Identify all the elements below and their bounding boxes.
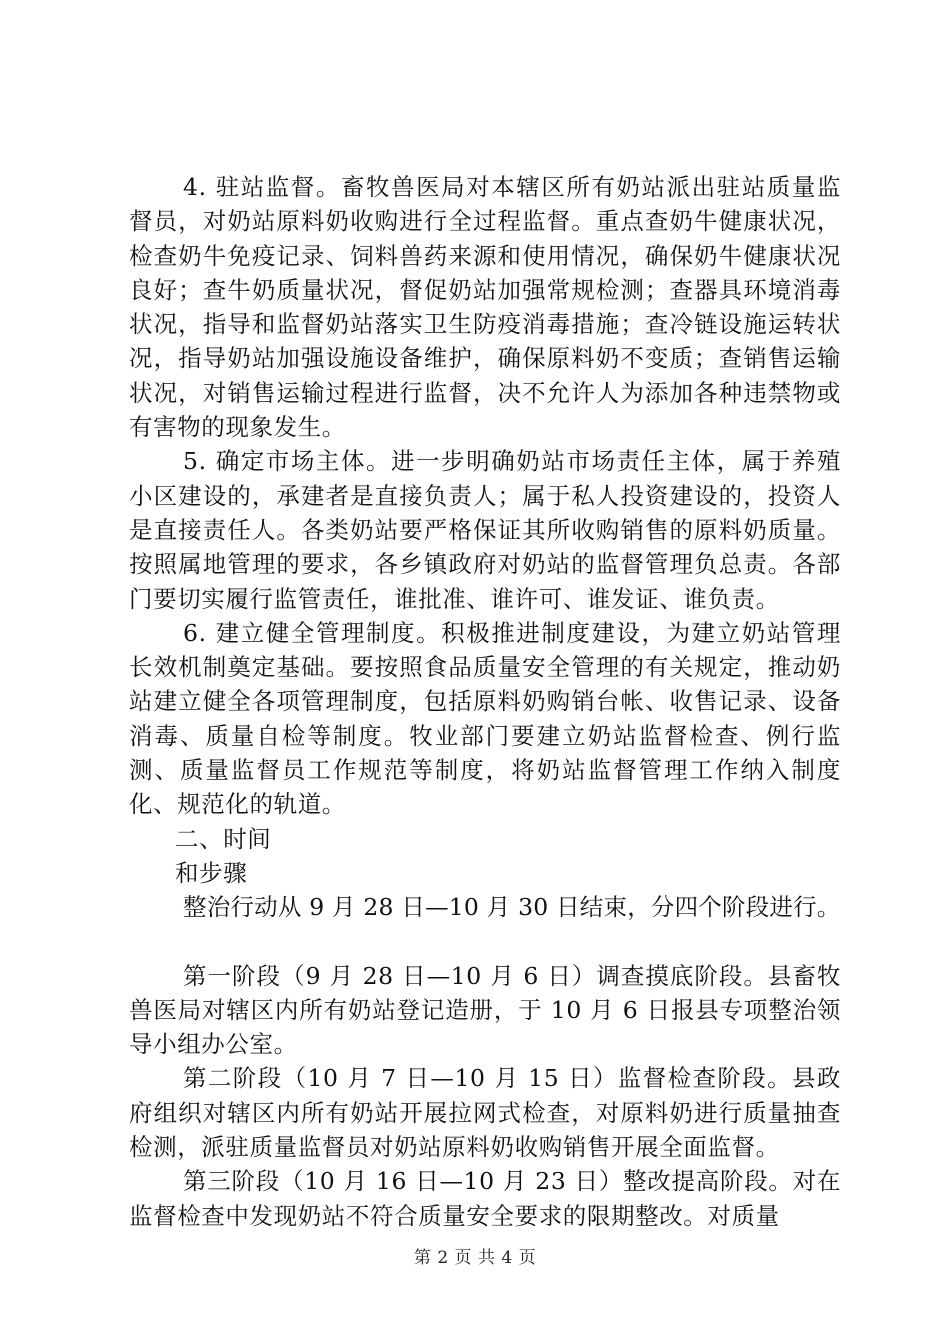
phase-3-paragraph: 第三阶段（10 月 16 日—10 月 23 日）整改提高阶段。对在监督检查中发现奶站不符合质量安全要求的限期整改。对质量 [129,1167,841,1230]
phase-2-paragraph: 第二阶段（10 月 7 日—10 月 15 日）监督检查阶段。县政府组织对辖区内所有奶站开展拉网式检查，对原料奶进行质量抽查检测，派驻质量监督员对奶站原料奶收购销售开展全面监督。 [129,1064,841,1162]
section-heading-steps: 和步骤 [175,858,248,887]
phase-1-paragraph: 第一阶段（9 月 28 日—10 月 6 日）调查摸底阶段。县畜牧兽医局对辖区内所有奶站登记造册，于 10 月 6 日报县专项整治领导小组办公室。 [129,961,841,1059]
paragraph-6-management-system: 6. 建立健全管理制度。积极推进制度建设，为建立奶站管理长效机制奠定基础。要按照食品质量安全管理的有关规定，推动奶站建立健全各项管理制度，包括原料奶购销台帐、收售记录、设备消毒、质量自检等制度。牧业部门要建立奶站监督检查、例行监测、质量监督员工作规范等制度，将奶站监督管理工作纳入制度化、规范化的轨道。 [129,618,841,819]
paragraph-5-market-entity: 5. 确定市场主体。进一步明确奶站市场责任主体，属于养殖小区建设的，承建者是直接负责人；属于私人投资建设的，投资人是直接责任人。各类奶站要严格保证其所收购销售的原料奶质量。按照属地管理的要求，各乡镇政府对奶站的监督管理负总责。各部门要切实履行监管责任，谁批准、谁许可、谁发证、谁负责。 [129,447,841,613]
page-number-footer: 第 2 页 共 4 页 [413,1248,537,1268]
document-body [129,170,841,1233]
blank-line [129,925,841,959]
paragraph-4-station-supervision: 4. 驻站监督。畜牧兽医局对本辖区所有奶站派出驻站质量监督员，对奶站原料奶收购进行全过程监督。重点查奶牛健康状况，检查奶牛免疫记录、饲料兽药来源和使用情况，确保奶牛健康状况良好；查牛奶质量状况，督促奶站加强常规检测；查器具环境消毒状况，指导和监督奶站落实卫生防疫消毒措施；查冷链设施运转状况，指导奶站加强设施设备维护，确保原料奶不变质；查销售运输状况，对销售运输过程进行监督，决不允许人为添加各种违禁物或有害物的现象发生。 [129,173,841,442]
section-heading-time: 二、时间 [175,824,272,853]
schedule-intro: 整治行动从 9 月 28 日—10 月 30 日结束，分四个阶段进行。 [183,893,841,922]
